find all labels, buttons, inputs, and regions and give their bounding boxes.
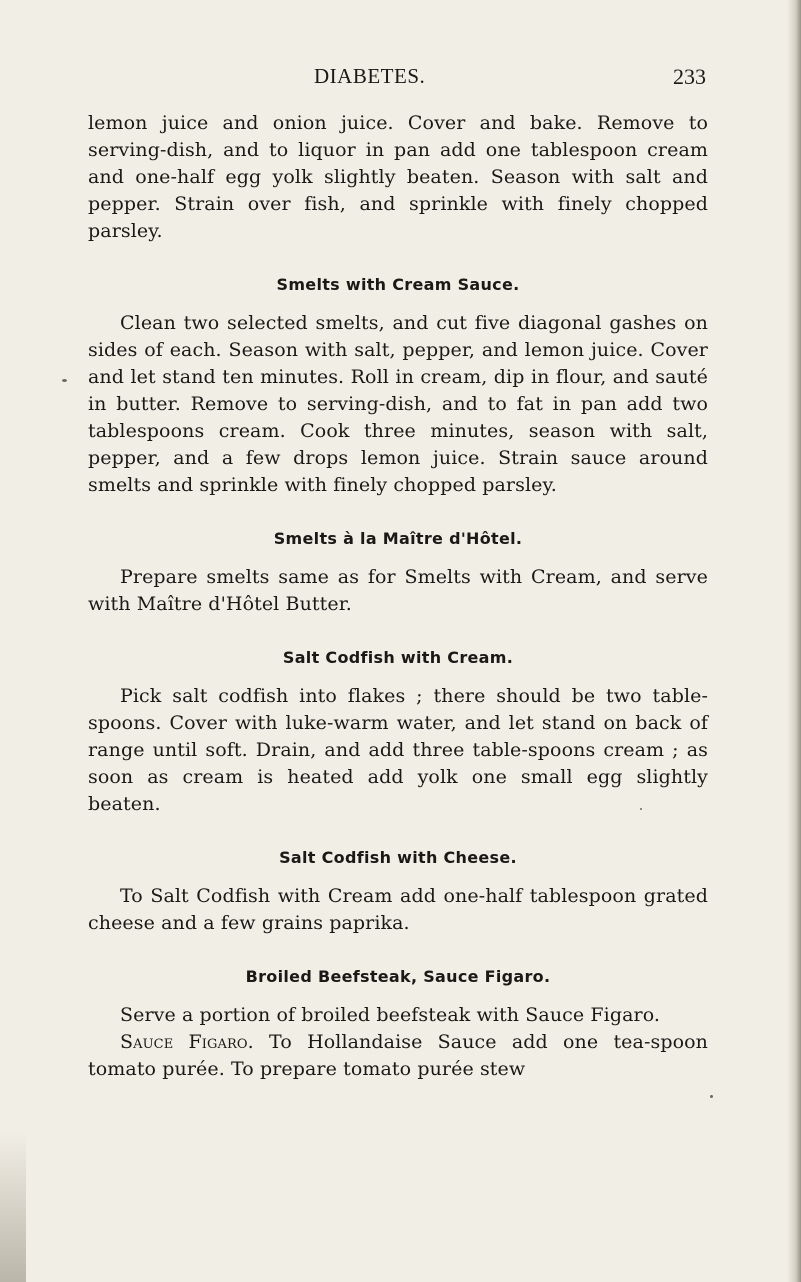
recipe-heading-smelts-maitre-dhotel: Smelts à la Maître d'Hôtel. [273,529,523,548]
paper-speck [710,1095,713,1098]
page-edge-shadow [787,0,801,1282]
recipe-text-broiled-beefsteak: Serve a portion of broiled beefsteak with Sauce Figaro. [120,1004,661,1026]
recipe-text-smelts-cream-sauce: Clean two selected smelts, and cut five diagonal gashes on sides of each. Season with salt, pepper, and lemon juice. Cover and let stand ten minutes. Roll in cream, dip in flour, and sauté in butter. Remove to serving-dish, and to fat in pan add two tablespoons cream. Cook three minutes, season with salt, pepper, and a few drops lemon juice. Strain sauce around smelts and sprinkle with finely chopped parsley. [88,312,708,496]
page-body [88,110,708,1083]
recipe-heading-broiled-beefsteak: Broiled Beefsteak, Sauce Figaro. [245,967,551,986]
recipe-text-salt-codfish-cheese: To Salt Codfish with Cream add one-half tablespoon grated cheese and a few grains paprika. [88,885,708,934]
sauce-figaro-text: To Hollandaise Sauce add one tea-spoon tomato purée. To prepare tomato purée stew [88,1031,708,1080]
paper-speck [640,808,642,810]
running-title: DIABETES. [314,64,426,88]
recipe-text-salt-codfish-cream: Pick salt codfish into flakes ; there should be two table-spoons. Cover with luke-warm water, and let stand on back of range until soft. Drain, and add three table-spoons cream ; as soon as cream is heated add yolk one small egg slightly beaten. [88,685,708,815]
page-corner-shadow [0,1132,26,1282]
recipe-heading-salt-codfish-cream: Salt Codfish with Cream. [282,648,514,667]
sauce-figaro-paragraph [88,1029,708,1083]
sauce-figaro-label: Sauce Figaro. [120,1031,254,1053]
recipe-heading-smelts-cream-sauce: Smelts with Cream Sauce. [276,275,520,294]
recipe-text-smelts-maitre-dhotel: Prepare smelts same as for Smelts with Cream, and serve with Maître d'Hôtel Butter. [88,566,708,615]
running-head [88,64,706,90]
recipe-heading-salt-codfish-cheese: Salt Codfish with Cheese. [279,848,517,867]
intro-paragraph: lemon juice and onion juice. Cover and bake. Remove to serving-dish, and to liquor in pan add one tablespoon cream and one-half egg yolk slightly beaten. Season with salt and pepper. Strain over fish, and sprinkle with finely chopped parsley. [88,112,708,242]
page-number: 233 [673,64,706,89]
paper-speck [62,379,67,382]
